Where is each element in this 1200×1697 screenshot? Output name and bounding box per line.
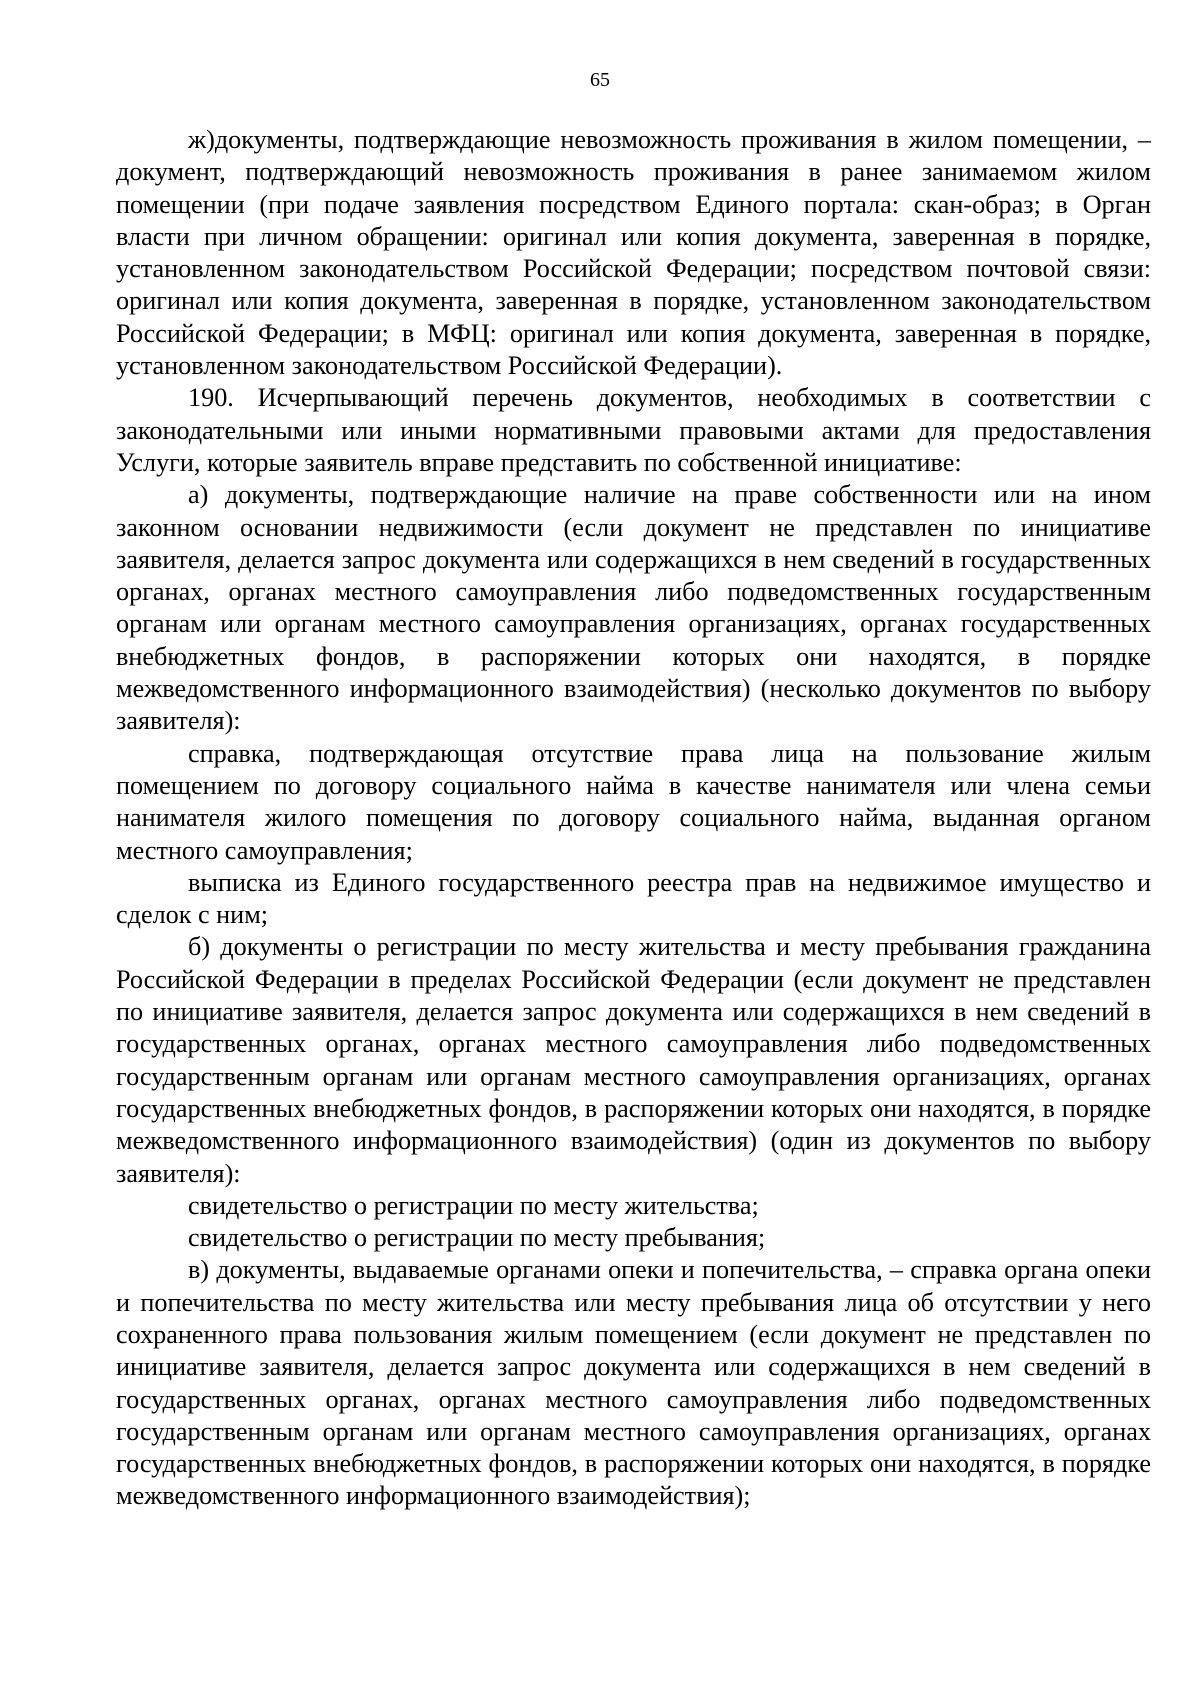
- paragraph-stay-registration: свидетельство о регистрации по месту пребывания;: [188, 1223, 766, 1253]
- paragraph-item-b: б) документы о регистрации по месту жительства и месту пребывания гражданина Российской Федерации в пределах Российской Федерации (если документ не представлен по инициативе заявителя, делается запрос документа или содержащихся в нем сведений в государственных органах, органах местного самоуправления либо подведомственных государственным органам или органам местного самоуправления организациях, органах государственных внебюджетных фондов, в распоряжении которых они находятся, в порядке межведомственного информационного взаимодействия) (один из документов по выбору заявителя):: [116, 932, 1151, 1188]
- page-number: 65: [590, 69, 610, 91]
- paragraph-item-v: в) документы, выдаваемые органами опеки и попечительства, – справка органа опеки и попечительства по месту жительства или месту пребывания лица об отсутствии у него сохраненного права пользования жилым помещением (если документ не представлен по инициативе заявителя, делается запрос документа или содержащихся в нем сведений в государственных органах, органах местного самоуправления либо подведомственных государственным органам или органам местного самоуправления организациях, органах государственных внебюджетных фондов, в распоряжении которых они находятся, в порядке межведомственного информационного взаимодействия);: [116, 1255, 1151, 1511]
- document-body: [116, 124, 1151, 1513]
- paragraph-residence-registration: свидетельство о регистрации по месту жительства;: [188, 1190, 759, 1220]
- paragraph-item-a: а) документы, подтверждающие наличие на праве собственности или на ином законном основании недвижимости (если документ не представлен по инициативе заявителя, делается запрос документа или содержащихся в нем сведений в государственных органах, органах местного самоуправления либо подведомственных государственным органам или органам местного самоуправления организациях, органах государственных внебюджетных фондов, в распоряжении которых они находятся, в порядке межведомственного информационного взаимодействия) (несколько документов по выбору заявителя):: [116, 480, 1151, 736]
- paragraph-item-zh: ж)документы, подтверждающие невозможность проживания в жилом помещении, – документ, подтверждающий невозможность проживания в ранее занимаемом жилом помещении (при подаче заявления посредством Единого портала: скан-образ; в Орган власти при личном обращении: оригинал или копия документа, заверенная в порядке, установленном законодательством Российской Федерации; посредством почтовой связи: оригинал или копия документа, заверенная в порядке, установленном законодательством Российской Федерации; в МФЦ: оригинал или копия документа, заверенная в порядке, установленном законодательством Российской Федерации).: [116, 125, 1151, 381]
- paragraph-section-190: 190. Исчерпывающий перечень документов, необходимых в соответствии с законодательными или иными нормативными правовыми актами для предоставления Услуги, которые заявитель вправе представить по собственной инициативе:: [116, 383, 1151, 477]
- paragraph-registry-extract: выписка из Единого государственного реестра прав на недвижимое имущество и сделок с ним;: [116, 867, 1151, 930]
- paragraph-certificate-social-rent: справка, подтверждающая отсутствие права лица на пользование жилым помещением по договору социального найма в качестве нанимателя или члена семьи нанимателя жилого помещения по договору социального найма, выданная органом местного самоуправления;: [116, 738, 1151, 865]
